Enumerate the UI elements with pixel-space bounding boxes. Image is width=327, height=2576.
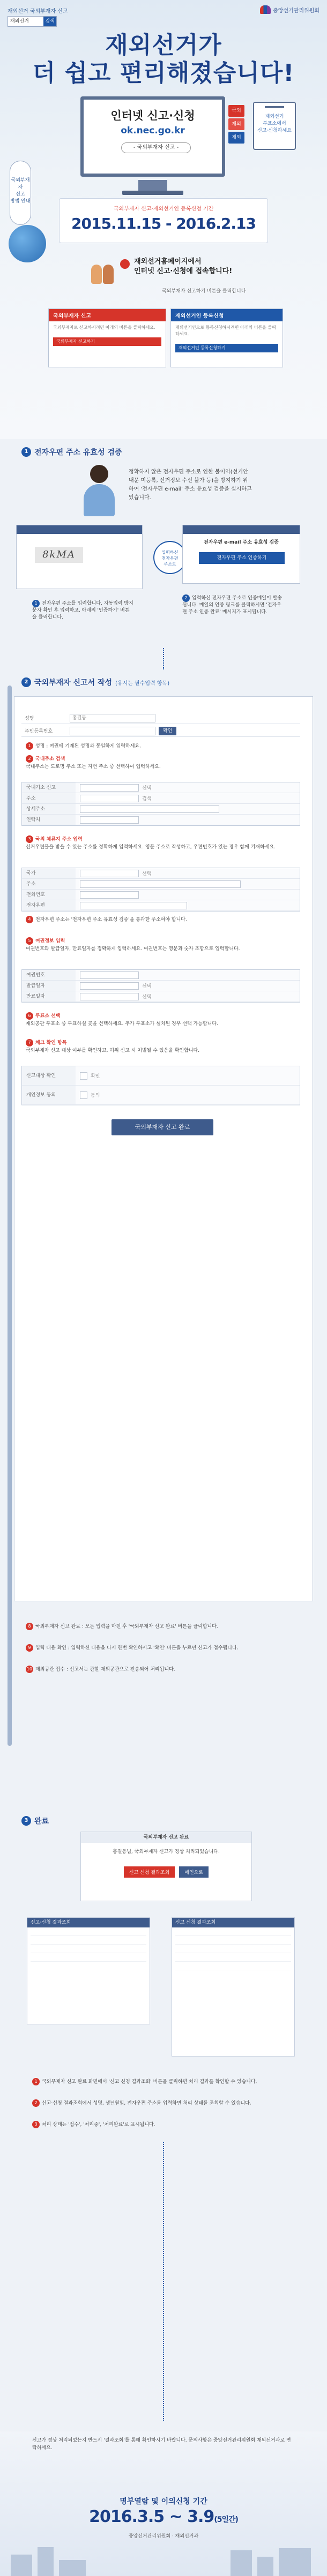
country-select[interactable] — [80, 870, 139, 877]
window-bar — [17, 525, 142, 534]
search-box[interactable] — [8, 16, 57, 27]
note-text: 입력 내용 확인 : 입력하신 내용을 다시 한번 확인하시고 '확인' 버튼을 누르면 신고가 접수됩니다. — [35, 1645, 239, 1651]
main-button[interactable]: 메인으로 — [179, 1866, 209, 1878]
period-footer — [0, 2431, 327, 2576]
table-value-text: 동의 — [91, 1093, 100, 1098]
note-vote — [26, 1012, 294, 1028]
panel-row — [31, 1953, 146, 1962]
table-value — [76, 891, 139, 899]
monitor-base — [122, 191, 183, 195]
note-title: 국내주소 검색 — [35, 756, 65, 762]
table-row — [22, 981, 300, 991]
table-row — [22, 868, 300, 879]
note-text: 국외부재자 신고 완료 화면에서 '신고 신청 결과조회' 버튼을 클릭하면 처리 결과를 확인할 수 있습니다. — [42, 2079, 257, 2085]
table-row — [22, 1086, 300, 1105]
building-shape — [38, 2547, 54, 2576]
ballot-text: 재외선거 투표소에서 신고·신청하세요 — [257, 114, 292, 133]
side-tab[interactable]: 국외 — [228, 105, 244, 117]
person-icon — [91, 265, 102, 284]
pin-icon: 2 — [32, 2099, 40, 2107]
table-key: 주소 — [22, 879, 76, 889]
side-tab[interactable]: 재외 — [228, 132, 244, 144]
note-mail — [26, 835, 294, 851]
table-row — [22, 782, 300, 793]
result-panel-left — [27, 1917, 150, 2024]
dialog-text: 홍길동님, 국외부재자 신고가 정상 처리되었습니다. — [113, 1849, 220, 1855]
address-input[interactable] — [80, 795, 139, 802]
logo-text: 중앙선거관리위원회 — [273, 7, 319, 14]
hero-section — [0, 0, 327, 439]
review-date-paren: (5일간) — [214, 2515, 238, 2524]
pin-icon: 6 — [26, 1012, 33, 1020]
select-box[interactable] — [80, 784, 139, 792]
footer-org: 중앙선거관리위원회 · 재외선거과 — [128, 2534, 199, 2539]
building-shape — [279, 2548, 311, 2576]
table-row — [22, 793, 300, 804]
confirm-table — [21, 1066, 300, 1105]
pin-icon: 2 — [26, 755, 33, 763]
note-text: 국내주소는 도로명 주소 또는 지번 주소 중 선택하여 입력하세요. — [26, 764, 161, 770]
method-guide-text: 국외부재자 신고 방법 안내 — [10, 178, 31, 204]
table-key: 전화번호 — [22, 890, 76, 900]
step-number: 1 — [21, 447, 31, 457]
note-text: 전자우편 주소는 '전자우편 주소 유효성 검증'을 통과한 주소여야 합니다. — [35, 917, 187, 923]
detail-address-input[interactable] — [80, 805, 219, 813]
monitor-stand — [138, 180, 167, 191]
note-name — [26, 742, 294, 750]
pin-icon: 9 — [26, 1644, 33, 1652]
table-key: 전자우편 — [22, 900, 76, 910]
note-title: 국외 체류지 주소 입력 — [35, 837, 83, 842]
overseas-voter-card — [170, 308, 283, 367]
method-guide-label — [10, 161, 31, 225]
complete-section — [0, 1810, 327, 2431]
building-shape — [231, 2550, 252, 2576]
building-shape — [11, 2555, 32, 2576]
issue-date-select[interactable] — [80, 982, 139, 990]
card-text: 재외선거인으로 등록신청하시려면 아래의 버튼을 클릭하세요. — [175, 325, 276, 336]
table-value — [76, 982, 151, 990]
side-tab[interactable]: 재외 — [228, 118, 244, 130]
pin-icon: 5 — [26, 937, 33, 945]
table-value — [76, 805, 219, 813]
note-text: 선거우편물을 받을 수 있는 주소를 정확하게 입력하세요. 영문 주소로 작성하고, 우편번호가 있는 경우 함께 기재하세요. — [26, 844, 276, 850]
form-frame — [14, 696, 313, 1601]
section-title-note: (유시는 필수입력 항목) — [115, 680, 170, 687]
note-title: 여권정보 입력 — [35, 938, 65, 944]
nec-logo-icon — [260, 5, 271, 14]
building-shape — [59, 2560, 86, 2576]
result-check-button[interactable]: 신고 신청 결과조회 — [124, 1866, 175, 1878]
period-box — [59, 198, 268, 243]
nec-logo[interactable] — [260, 5, 319, 14]
captcha-screenshot — [16, 525, 143, 589]
table-row — [22, 815, 300, 825]
table-value-text: 선택 — [142, 995, 152, 1000]
ballot-box-icon — [253, 102, 296, 150]
table-value-text: 확인 — [91, 1074, 100, 1079]
panel-row — [175, 1927, 291, 1936]
pin-icon: 3 — [32, 2121, 40, 2128]
monitor-url[interactable]: ok.nec.go.kr — [121, 125, 185, 136]
period-dates: 2015.11.15 - 2016.2.13 — [71, 215, 256, 232]
city-skyline — [0, 2545, 327, 2576]
note-text: 재외공관 투표소 중 투표하실 곳을 선택하세요. 추가 투표소가 설치된 경우 선택 가능합니다. — [26, 1021, 218, 1027]
final-note — [26, 1623, 294, 1631]
table-row — [22, 900, 300, 911]
complete-dialog — [80, 1832, 252, 1901]
people-illustration — [91, 262, 123, 284]
review-date-main: 2016.3.5 ~ 3.9 — [89, 2507, 214, 2526]
review-period-title: 명부열람 및 이의신청 기간 — [120, 2497, 207, 2506]
table-key: 상세주소 — [22, 804, 76, 814]
note-text: 처리 상태는 '접수', '처리중', '처리완료'로 표시됩니다. — [42, 2122, 155, 2128]
table-value — [76, 971, 139, 979]
building-shape — [257, 2557, 273, 2576]
section-title-text: 국외부재자 신고서 작성 — [34, 679, 112, 687]
table-key: 주소 — [22, 793, 76, 803]
id-row — [21, 725, 300, 737]
table-value — [76, 902, 187, 909]
section-title — [21, 447, 122, 457]
step-number: 2 — [21, 677, 31, 687]
connector-line — [163, 2142, 164, 2421]
note-email — [26, 916, 294, 924]
absentee-report-button[interactable]: 국외부재자 신고하기 — [53, 337, 161, 346]
card-text: 국외부재자로 신고하시려면 아래의 버튼을 클릭하세요. — [53, 325, 155, 330]
pin-icon: 8 — [26, 1623, 33, 1630]
row-label: 성명 — [25, 716, 34, 721]
search-input[interactable]: 재외선거 — [10, 19, 29, 24]
table-value-text: 선택 — [142, 871, 152, 877]
dialog-head: 국외부재자 신고 완료 — [81, 1832, 251, 1843]
person-icon — [103, 265, 114, 284]
headline-line-1: 재외선거가 — [105, 32, 222, 59]
note-text: 여권번호와 발급일자, 만료일자를 정확하게 입력하세요. 여권번호는 영문과 숫자 조합으로 입력합니다. — [26, 946, 240, 952]
phone-input[interactable] — [80, 816, 139, 824]
card-head: 재외선거인 등록신청 — [171, 309, 283, 321]
table-row — [22, 991, 300, 1002]
note-title: 투표소 선택 — [35, 1013, 61, 1019]
table-key: 여권번호 — [22, 970, 76, 980]
table-value-text: 선택 — [142, 786, 152, 791]
step-note — [32, 600, 134, 621]
person-head — [90, 465, 108, 483]
pin-icon: 10 — [26, 1666, 33, 1673]
note-text: 국외부재자 신고 대상 여부를 확인하고, 허위 신고 시 처벌될 수 있음을 확인합니다. — [26, 1048, 200, 1053]
email-input[interactable] — [80, 902, 187, 909]
overseas-address-input[interactable] — [80, 880, 241, 888]
staff-illustration — [80, 465, 118, 518]
headline-line-2: 더 쉽고 편리해졌습니다! — [32, 59, 295, 87]
overseas-absentee-card — [48, 308, 166, 367]
pin-icon: 4 — [26, 916, 33, 923]
top-badge: 재외선거 국외부재자 신고 — [8, 9, 68, 14]
footer-note: 신고가 정상 처리되었는지 반드시 '결과조회'를 통해 확인하시기 바랍니다. 문의사항은 중앙선거관리위원회 재외선거과로 연락하세요. — [32, 2438, 291, 2451]
step-text: 입력하신 전자우편 주소로 인증메일이 발송됩니다. 메일의 인증 링크를 클릭하시면 '전자우편 주소 인증 완료' 메시지가 표시됩니다. — [182, 596, 282, 615]
table-key: 신고대상 확인 — [22, 1066, 76, 1085]
overseas-address-table — [21, 868, 300, 912]
step-number: 3 — [21, 1816, 31, 1826]
passport-input[interactable] — [80, 971, 139, 979]
captcha-image: 8kMA — [35, 547, 83, 563]
globe-icon — [9, 225, 46, 262]
note-text: 신고·신청 결과조회에서 성명, 생년월일, 전자우편 주소를 입력하면 처리 상태를 조회할 수 있습니다. — [42, 2100, 251, 2106]
search-button[interactable]: 검색 — [43, 17, 56, 26]
row-label: 주민등록번호 — [25, 729, 53, 734]
person-body — [84, 484, 115, 516]
section-title-text: 전자우편 주소 유효성 검증 — [34, 448, 122, 457]
review-period-dates — [0, 2507, 327, 2526]
name-input[interactable]: 홍길동 — [70, 714, 155, 722]
email-verify-button[interactable]: 전자우편 주소 인증하기 — [199, 552, 285, 564]
verify-title: 전자우편 e-mail 주소 유효성 검증 — [204, 540, 279, 545]
passport-table — [21, 969, 300, 1003]
note-check — [26, 1039, 294, 1054]
verify-screenshot — [182, 525, 300, 584]
panel-row — [31, 1936, 146, 1945]
table-value-text[interactable]: 검색 — [142, 796, 152, 802]
table-row — [22, 970, 300, 981]
step-badge: 1 — [32, 600, 40, 607]
panel-head: 신고 신청 결과조회 — [172, 1918, 294, 1927]
email-verify-section — [0, 439, 327, 669]
table-value-text: 선택 — [142, 984, 152, 989]
id-input[interactable] — [70, 727, 155, 735]
section-title — [21, 1816, 49, 1826]
complete-note — [32, 2099, 295, 2107]
name-row — [21, 712, 300, 724]
note-addr — [26, 755, 294, 771]
window-bar — [183, 525, 300, 534]
panel-row — [31, 1927, 146, 1936]
note-text: 성명 : 여권에 기재된 성명과 동일하게 입력하세요. — [35, 743, 141, 749]
side-tabs — [228, 105, 244, 144]
table-key: 개인정보 동의 — [22, 1086, 76, 1104]
table-value — [76, 1091, 100, 1099]
expiry-date-select[interactable] — [80, 993, 139, 1000]
table-value — [76, 993, 151, 1000]
note-text: 국외부재자 신고 완료 : 모든 입력을 마친 후 '국외부재자 신고 완료' 버튼을 클릭합니다. — [35, 1624, 218, 1630]
table-value — [76, 795, 151, 802]
section-title-text: 완료 — [34, 1817, 49, 1826]
step-note — [182, 594, 284, 616]
pin-icon: 1 — [32, 2078, 40, 2085]
step-badge: 2 — [182, 594, 190, 602]
join-note-line-1: 재외선거홈페이지에서 — [134, 258, 202, 266]
complete-note — [32, 2078, 295, 2086]
panel-row — [175, 1962, 291, 1970]
table-key: 국내거소 신고 — [22, 782, 76, 793]
pin-icon: 1 — [26, 742, 33, 750]
checkbox[interactable] — [80, 1072, 87, 1080]
pin-icon: 3 — [26, 835, 33, 843]
table-value — [76, 816, 139, 824]
table-value — [76, 880, 241, 888]
panel-row — [175, 1953, 291, 1962]
final-note — [26, 1666, 294, 1674]
complete-note — [32, 2121, 295, 2129]
callout-text: 입력하신 전자우편 주소로 — [161, 550, 179, 567]
note-passport — [26, 937, 294, 953]
final-note — [26, 1644, 294, 1652]
monitor-sub: - 국외부재자 신고 - — [121, 142, 191, 153]
table-row — [22, 1066, 300, 1086]
table-key: 국가 — [22, 868, 76, 878]
monitor-title: 인터넷 신고·신청 — [110, 109, 195, 122]
table-value — [76, 870, 151, 877]
table-key: 만료일자 — [22, 991, 76, 1001]
note-text: 재외공관 접수 : 신고서는 관할 재외공관으로 전송되어 처리됩니다. — [35, 1667, 175, 1673]
id-check-button[interactable]: 확인 — [159, 727, 176, 735]
table-row — [22, 890, 300, 900]
table-row — [22, 804, 300, 815]
domestic-address-table — [21, 782, 300, 826]
join-note — [134, 257, 232, 276]
panel-row — [175, 1945, 291, 1953]
note-title: 체크 확인 항목 — [35, 1040, 67, 1046]
card-head: 국외부재자 신고 — [49, 309, 166, 321]
monitor-illustration — [80, 96, 225, 177]
period-tag: 국외부재자 신고·재외선거인 등록신청 기간 — [113, 206, 214, 212]
join-note-line-2: 인터넷 신고·신청에 접속합니다! — [134, 267, 233, 275]
panel-row — [175, 1936, 291, 1945]
table-key: 발급일자 — [22, 981, 76, 991]
overseas-phone-input[interactable] — [80, 891, 139, 899]
application-section — [0, 669, 327, 1810]
table-value — [76, 1072, 100, 1080]
click-note: 국외부재자 신고하기 버튼을 클릭합니다 — [162, 289, 246, 294]
table-row — [22, 879, 300, 890]
connector-line — [163, 648, 164, 669]
panel-row — [31, 1945, 146, 1953]
submit-button[interactable]: 국외부재자 신고 완료 — [112, 1119, 213, 1135]
dialog-buttons — [81, 1866, 251, 1878]
panel-head: 신고·신청 결과조회 — [27, 1918, 150, 1927]
voter-registration-button[interactable]: 재외선거인 등록신청하기 — [175, 344, 278, 352]
callout-bubble — [153, 541, 187, 574]
checkbox[interactable] — [80, 1091, 87, 1099]
section-desc: 정확하지 않은 전자우편 주소로 인한 불이익(선거안내문 미등록, 선거정보 수신 불가 등)을 방지하기 위하여 '전자우편 e-mail' 주소 유효성 검증을 실시하고 있습니다. — [129, 469, 252, 501]
table-key: 연락처 — [22, 815, 76, 825]
result-panel-right — [172, 1917, 295, 2057]
step-text: 전자우편 주소를 입력합니다. 자동입력 방지 문자 확인 후 입력하고, 아래의 '인증하기' 버튼을 클릭합니다. — [32, 601, 133, 620]
progress-track — [8, 686, 12, 1746]
table-value — [76, 784, 151, 792]
section-title — [21, 677, 169, 688]
pin-icon: 7 — [26, 1039, 33, 1046]
